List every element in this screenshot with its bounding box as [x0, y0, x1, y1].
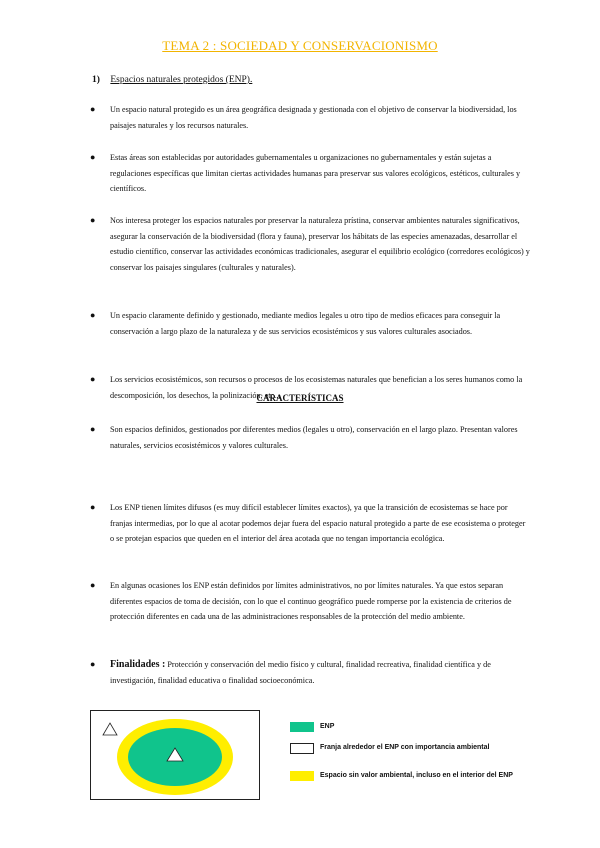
bullet-icon: ●	[90, 374, 96, 384]
page-title: TEMA 2 : SOCIEDAD Y CONSERVACIONISMO	[162, 38, 438, 53]
legend-swatch	[290, 771, 314, 781]
section-number: 1)	[92, 75, 100, 85]
finalidades-label: Finalidades :	[110, 659, 166, 670]
list-item: ● Un espacio claramente definido y gestionado, mediante medios legales u otro tipo de medios eficaces para conseguir la conservación a largo plazo de la naturaleza y de sus servicios ecosistémicos y sus valores culturales asociados.	[90, 310, 501, 336]
list-item: ● Son espacios definidos, gestionados por diferentes medios (legales u otro), conservación en el largo plazo. Presentan valores naturales, servicios ecosistémicos y valores culturales.	[90, 424, 518, 450]
legend-swatch	[290, 743, 314, 754]
bullet-icon: ●	[90, 310, 96, 320]
characteristics-heading: CARACTERÍSTICAS	[256, 393, 344, 403]
bullet-icon: ●	[90, 580, 96, 590]
document-page: TEMA 2 : SOCIEDAD Y CONSERVACIONISMO 1) Espacios naturales protegidos (ENP). ● Un espacio natural protegido es un área geográfica designada y gestionada con el objetivo de conservar la biodiversidad, los paisajes naturales y los recursos naturales. ● Estas áreas son establecidas por autoridades gubernamentales u organizaciones no gubernamentales y están sujetas a regulaciones específicas que limitan ciertas actividades humanas para preservar sus valores ecológicos, estéticos, culturales y científicos. ● Nos interesa proteger los espacios naturales por preservar la naturaleza prístina, conservar ambientes naturales significativos, asegurar la conservación de la biodiversidad (flora y fauna), preservar los hábitats de las especies amenazadas, desarrollar el estudio científico, conservar las actividades económicas tradicionales, asegurar el equilibrio ecológico (corredores ecológicos) y conservar los paisajes singulares (culturales y naturales). ● Un espacio claramente definido y gestionado, mediante medios legales u otro tipo de medios eficaces para conseguir la conservación a largo plazo de la naturaleza y de sus servicios ecosistémicos y sus valores culturales asociados. ● Los servicios ecosistémicos, son recursos o procesos de los ecosistemas naturales que benefician a los seres humanos como la descomposición, los desechos, la polinización, etc... CARACTERÍSTICAS ● Son espacios definidos, gestionados por diferentes medios (legales u otro), conservación en el largo plazo. Presentan valores naturales, servicios ecosistémicos y valores culturales. ● Los ENP tienen límites difusos (es muy difícil establecer límites exactos), ya que la transición de ecosistemas se hace por franjas intermedias, por lo que al acotar podemos dejar fuera del espacio natural protegido a parte de ese ecosistema o proteger o se protejan espacios que queden en el interior del área acotada que no tengan importancia ecológica. ● En algunas ocasiones los ENP están definidos por límites administrativos, no por límites naturales. Ya que estos separan diferentes espacios de toma de decisión, con lo que el continuo geográfico puede romperse por la existencia de criterios de protección diferentes en cada una de las administraciones responsables de la protección del medio ambiente. ● Finalidades : Protección y conservación del medio físico y cultural, finalidad recreativa, finalidad científica y de investigación, finalidad educativa o finalidad socioeconómica. ENP Franja alrededor el ENP con importancia ambiental Espacio sin valor ambiental, incluso en el interior del ENP	[0, 0, 600, 848]
enp-diagram	[90, 710, 260, 800]
bullet-icon: ●	[90, 502, 96, 512]
enp-diagram-graphic	[91, 711, 259, 799]
finalidades-text: Protección y conservación del medio físico y cultural, finalidad recreativa, finalidad científica y de investigación, finalidad educativa o finalidad socioeconómica.	[110, 660, 491, 685]
bullet-icon: ●	[90, 104, 96, 114]
list-item: ● Los servicios ecosistémicos, son recursos o procesos de los ecosistemas naturales que benefician a los seres humanos como la descomposición, los desechos, la polinización, etc...	[90, 374, 523, 400]
bullet-icon: ●	[90, 659, 96, 669]
list-item: ● Un espacio natural protegido es un área geográfica designada y gestionada con el objetivo de conservar la biodiversidad, los paisajes naturales y los recursos naturales.	[90, 104, 517, 130]
list-item: ● Los ENP tienen límites difusos (es muy difícil establecer límites exactos), ya que la transición de ecosistemas se hace por franjas intermedias, por lo que al acotar podemos dejar fuera del espacio natural protegido a parte de ese ecosistema o proteger o se protejan espacios que queden en el interior del área acotada que no tengan importancia ecológica.	[90, 502, 526, 543]
bullet-icon: ●	[90, 215, 96, 225]
list-item: ● Nos interesa proteger los espacios naturales por preservar la naturaleza prístina, conservar ambientes naturales significativos, asegurar la conservación de la biodiversidad (flora y fauna), preservar los hábitats de las especies amenazadas, desarrollar el estudio científico, conservar las actividades económicas tradicionales, asegurar el equilibrio ecológico (corredores ecológicos) y conservar los paisajes singulares (culturales y naturales).	[90, 215, 530, 272]
section-heading	[92, 75, 252, 85]
finalidades-item	[90, 657, 530, 688]
section-heading-text: Espacios naturales protegidos (ENP).	[110, 75, 253, 85]
legend-swatch	[290, 722, 314, 732]
bullet-icon: ●	[90, 152, 96, 162]
bullet-icon: ●	[90, 424, 96, 434]
list-item: ● En algunas ocasiones los ENP están definidos por límites administrativos, no por límites naturales. Ya que estos separan diferentes espacios de toma de decisión, con lo que el continuo geográfico puede romperse por la existencia de criterios de protección diferentes en cada una de las administraciones responsables de la protección del medio ambiente.	[90, 580, 512, 621]
list-item: ● Estas áreas son establecidas por autoridades gubernamentales u organizaciones no gubernamentales y están sujetas a regulaciones específicas que limitan ciertas actividades humanas para preservar sus valores ecológicos, estéticos, culturales y científicos.	[90, 152, 521, 193]
